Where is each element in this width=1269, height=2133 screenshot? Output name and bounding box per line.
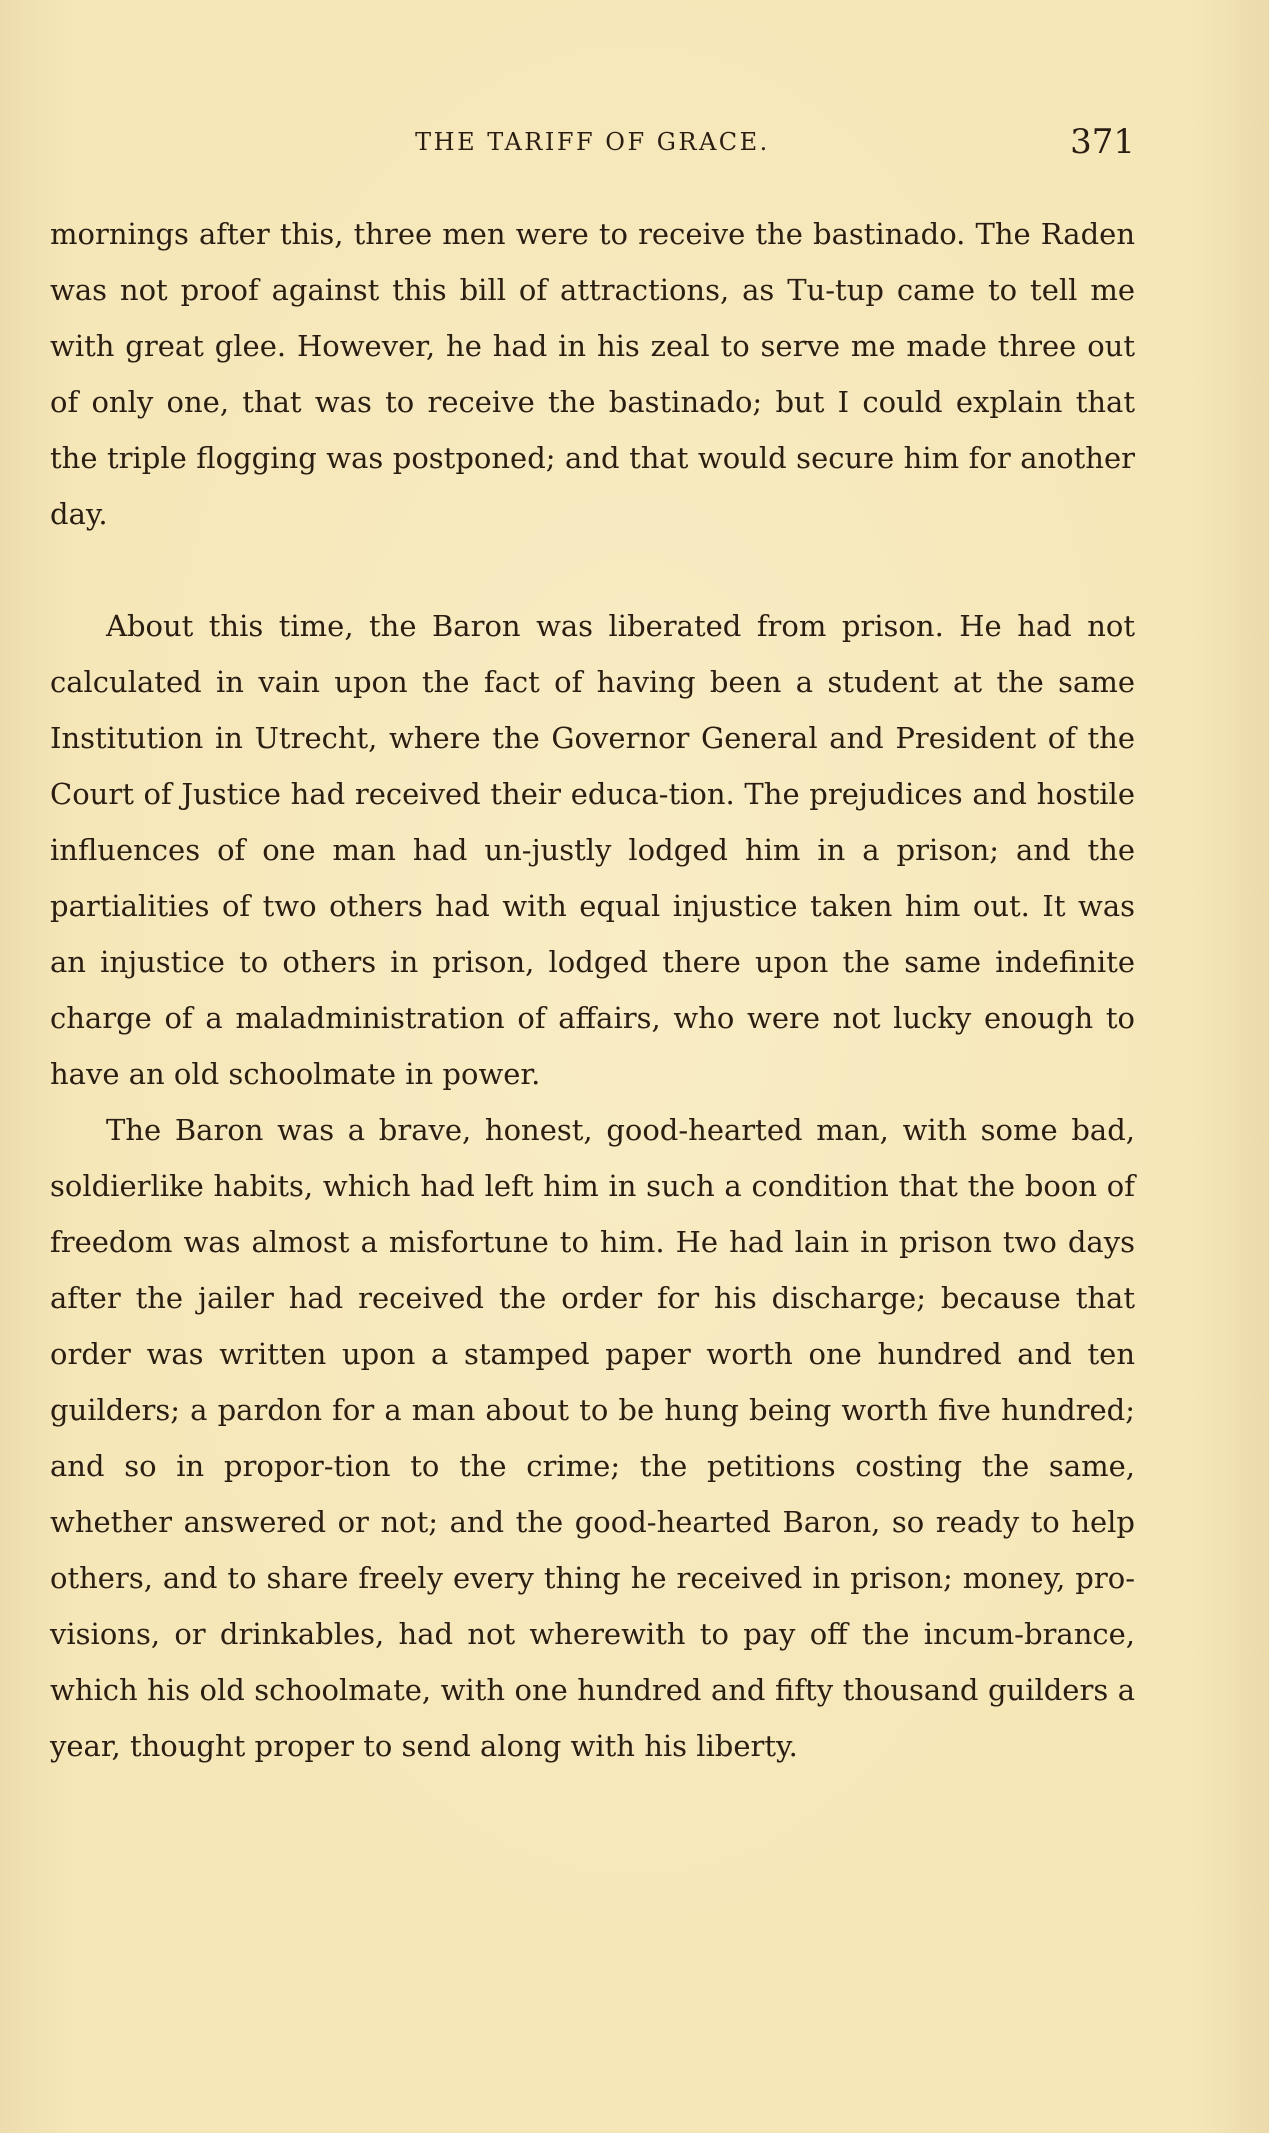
paragraph-continuation: mornings after this, three men were to receive the bastinado. The Raden was not proof against this bill of attractions, as Tu-tup came to tell me with great glee. However, he had in his zeal to serve me made three out of only one, that was to receive the bastinado; but I could explain that the triple flogging was postponed; and that would secure him for another day.: [50, 217, 1135, 531]
paragraph-baron-description: The Baron was a brave, honest, good-hearted man, with some bad, soldierlike habits, which had left him in such a condition that the boon of freedom was almost a misfortune to him. He had lain in prison two days after the jailer had received the order for his discharge; because that order was written upon a stamped paper worth one hundred and ten guilders; a pardon for a man about to be hung being worth five hundred; and so in propor-tion to the crime; the petitions costing the same, whether answered or not; and the good-hearted Baron, so ready to help others, and to share freely every thing he received in prison; money, pro-visions, or drinkables, had not wherewith to pay off the incum-brance, which his old schoolmate, with one hundred and fifty thousand guilders a year, thought proper to send along with his liberty.: [50, 1113, 1135, 1763]
body-text: [50, 206, 1135, 1774]
page-header: [50, 122, 1135, 172]
paragraph-baron-liberated: About this time, the Baron was liberated from prison. He had not calculated in vain upon the fact of having been a student at the same Institution in Utrecht, where the Governor General and President of the Court of Justice had received their educa-tion. The prejudices and hostile influences of one man had un-justly lodged him in a prison; and the partialities of two others had with equal injustice taken him out. It was an injustice to others in prison, lodged there upon the same indefinite charge of a maladministration of affairs, who were not lucky enough to have an old schoolmate in power.: [50, 609, 1135, 1091]
running-title: THE TARIFF OF GRACE.: [415, 128, 770, 156]
page-number: 371: [1070, 122, 1135, 162]
